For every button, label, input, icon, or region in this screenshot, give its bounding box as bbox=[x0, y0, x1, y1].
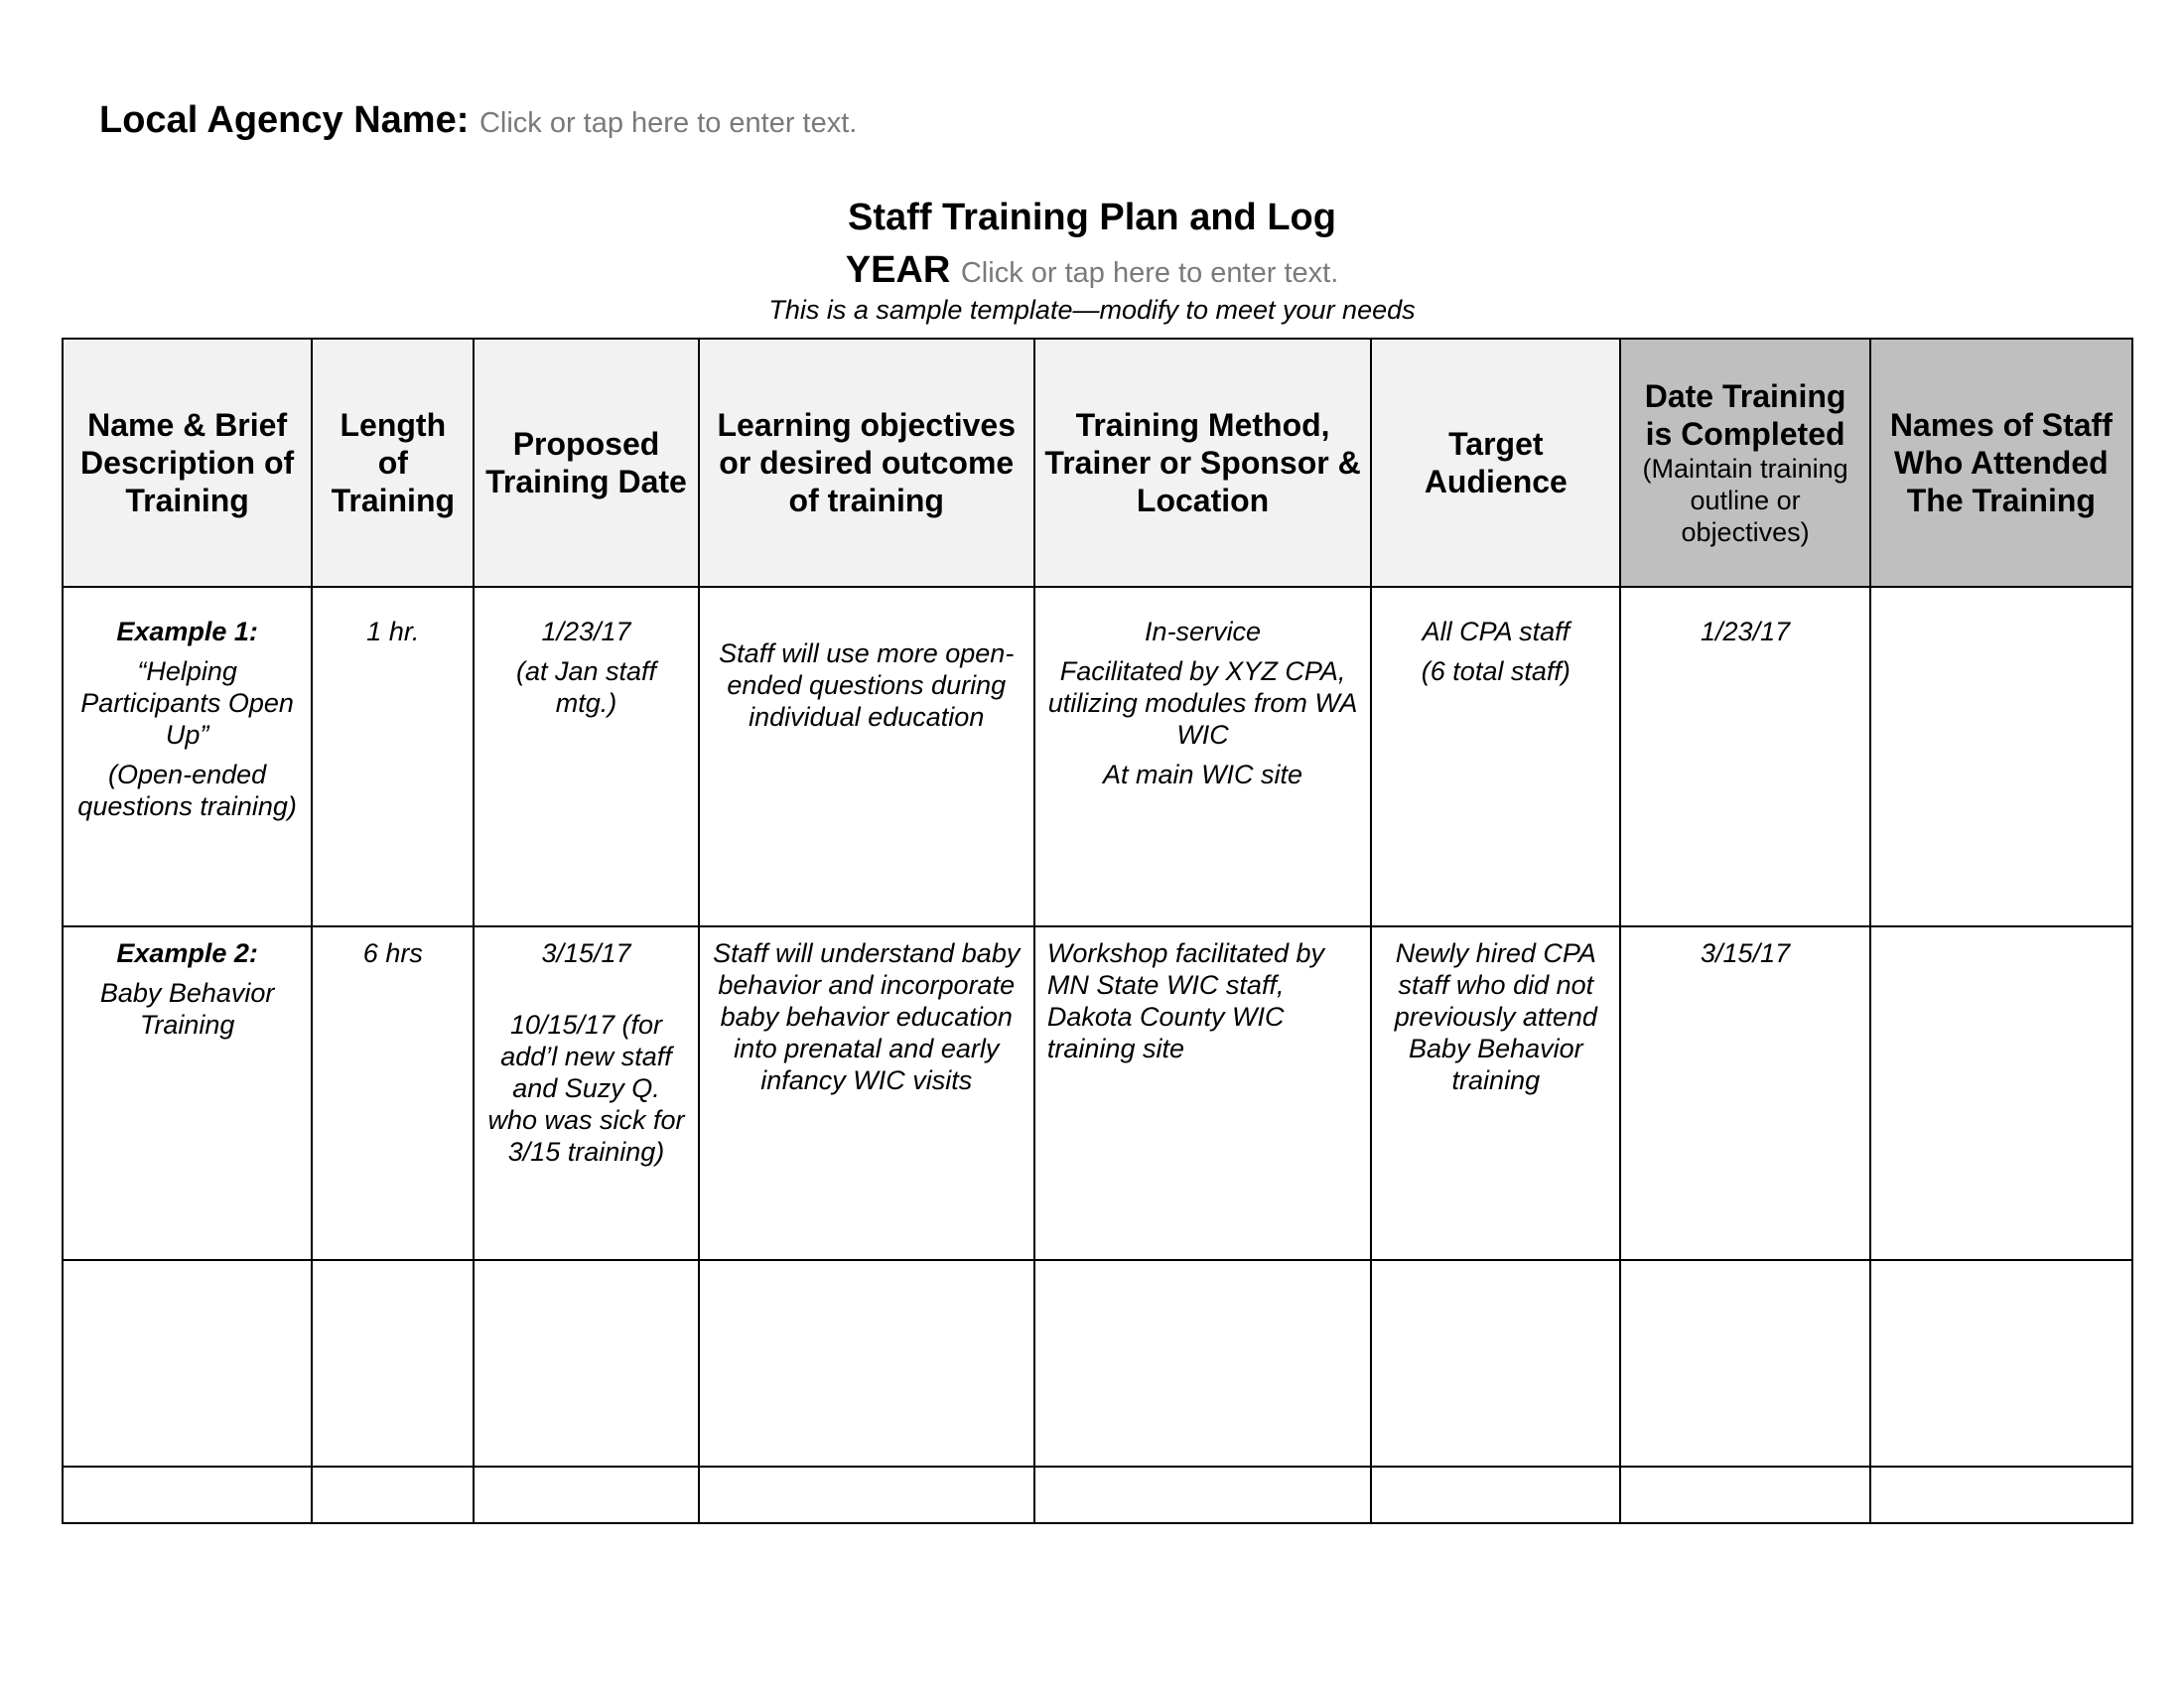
cell-length[interactable]: 1 hr. bbox=[312, 587, 474, 926]
year-field[interactable]: Click or tap here to enter text. bbox=[960, 257, 1339, 289]
column-header-audience: Target Audience bbox=[1371, 339, 1620, 587]
cell-empty[interactable] bbox=[312, 1260, 474, 1467]
method-location: At main WIC site bbox=[1103, 760, 1303, 789]
column-header-date-completed-label: Date Training is Completed bbox=[1644, 378, 1846, 452]
column-header-name: Name & Brief Description of Training bbox=[63, 339, 312, 587]
audience-primary: Newly hired CPA staff who did not previously attend Baby Behavior training bbox=[1394, 938, 1597, 1095]
table-row bbox=[63, 587, 2132, 926]
cell-date-completed[interactable]: 1/23/17 bbox=[1620, 587, 1869, 926]
cell-empty[interactable] bbox=[1034, 1260, 1371, 1467]
cell-empty[interactable] bbox=[474, 1260, 698, 1467]
example-title: Example 2: bbox=[116, 938, 258, 968]
cell-proposed-date[interactable] bbox=[474, 587, 698, 926]
column-header-attendees: Names of Staff Who Attended The Training bbox=[1870, 339, 2132, 587]
cell-empty[interactable] bbox=[1620, 1260, 1869, 1467]
method-facilitator: Facilitated by XYZ CPA, utilizing modules from WA WIC bbox=[1047, 656, 1358, 750]
method-facilitator: Workshop facilitated by MN State WIC staff, Dakota County WIC training site bbox=[1046, 938, 1325, 1063]
year-label: YEAR bbox=[845, 249, 951, 291]
example-description: “Helping Participants Open Up” bbox=[80, 656, 294, 750]
cell-method[interactable] bbox=[1034, 926, 1371, 1260]
cell-audience[interactable] bbox=[1371, 587, 1620, 926]
cell-empty[interactable] bbox=[312, 1467, 474, 1523]
cell-empty[interactable] bbox=[699, 1260, 1034, 1467]
example-title: Example 1: bbox=[116, 617, 258, 646]
agency-line bbox=[99, 95, 857, 148]
column-header-date-completed bbox=[1620, 339, 1869, 587]
year-line bbox=[0, 245, 2184, 298]
audience-note: (6 total staff) bbox=[1421, 656, 1570, 686]
proposed-date-note: (at Jan staff mtg.) bbox=[515, 656, 657, 718]
cell-audience[interactable] bbox=[1371, 926, 1620, 1260]
cell-empty[interactable] bbox=[1870, 1260, 2132, 1467]
column-header-objectives: Learning objectives or desired outcome of training bbox=[699, 339, 1034, 587]
cell-name[interactable] bbox=[63, 587, 312, 926]
column-header-method: Training Method, Trainer or Sponsor & Location bbox=[1034, 339, 1371, 587]
table-row bbox=[63, 926, 2132, 1260]
cell-method[interactable] bbox=[1034, 587, 1371, 926]
cell-attendees[interactable] bbox=[1870, 926, 2132, 1260]
table-row-empty bbox=[63, 1260, 2132, 1467]
cell-objectives[interactable] bbox=[699, 926, 1034, 1260]
method-type: In-service bbox=[1145, 617, 1262, 646]
cell-empty[interactable] bbox=[1371, 1260, 1620, 1467]
cell-empty[interactable] bbox=[1034, 1467, 1371, 1523]
cell-empty[interactable] bbox=[63, 1467, 312, 1523]
cell-empty[interactable] bbox=[699, 1467, 1034, 1523]
cell-date-completed[interactable]: 3/15/17 bbox=[1620, 926, 1869, 1260]
cell-objectives[interactable] bbox=[699, 587, 1034, 926]
proposed-date-note: 10/15/17 (for add’l new staff and Suzy Q. who was sick for 3/15 training) bbox=[487, 1010, 685, 1167]
cell-proposed-date[interactable] bbox=[474, 926, 698, 1260]
cell-attendees[interactable] bbox=[1870, 587, 2132, 926]
column-header-length: Length of Training bbox=[312, 339, 474, 587]
table-row-empty bbox=[63, 1467, 2132, 1523]
cell-empty[interactable] bbox=[1620, 1467, 1869, 1523]
cell-empty[interactable] bbox=[474, 1467, 698, 1523]
cell-empty[interactable] bbox=[1371, 1467, 1620, 1523]
cell-empty[interactable] bbox=[1870, 1467, 2132, 1523]
proposed-date-primary: 3/15/17 bbox=[541, 938, 631, 968]
subtitle: This is a sample template—modify to meet your needs bbox=[768, 295, 1416, 325]
proposed-date-primary: 1/23/17 bbox=[541, 617, 631, 646]
training-log-table bbox=[62, 338, 2133, 1524]
example-note: (Open-ended questions training) bbox=[77, 760, 297, 821]
header-row bbox=[63, 339, 2132, 587]
agency-label: Local Agency Name: bbox=[99, 99, 470, 141]
cell-empty[interactable] bbox=[63, 1260, 312, 1467]
agency-name-field[interactable]: Click or tap here to enter text. bbox=[478, 107, 858, 139]
cell-name[interactable] bbox=[63, 926, 312, 1260]
objectives-text: Staff will understand baby behavior and incorporate baby behavior education into prenatal and early infancy WIC visits bbox=[713, 938, 1021, 1095]
cell-length[interactable]: 6 hrs bbox=[312, 926, 474, 1260]
column-header-date-completed-note: (Maintain training outline or objectives) bbox=[1642, 454, 1848, 547]
audience-primary: All CPA staff bbox=[1422, 617, 1570, 646]
column-header-proposed-date: Proposed Training Date bbox=[474, 339, 698, 587]
objectives-text: Staff will use more open-ended questions during individual education bbox=[719, 638, 1015, 732]
page-title: Staff Training Plan and Log bbox=[848, 197, 1336, 238]
example-description: Baby Behavior Training bbox=[99, 978, 275, 1040]
